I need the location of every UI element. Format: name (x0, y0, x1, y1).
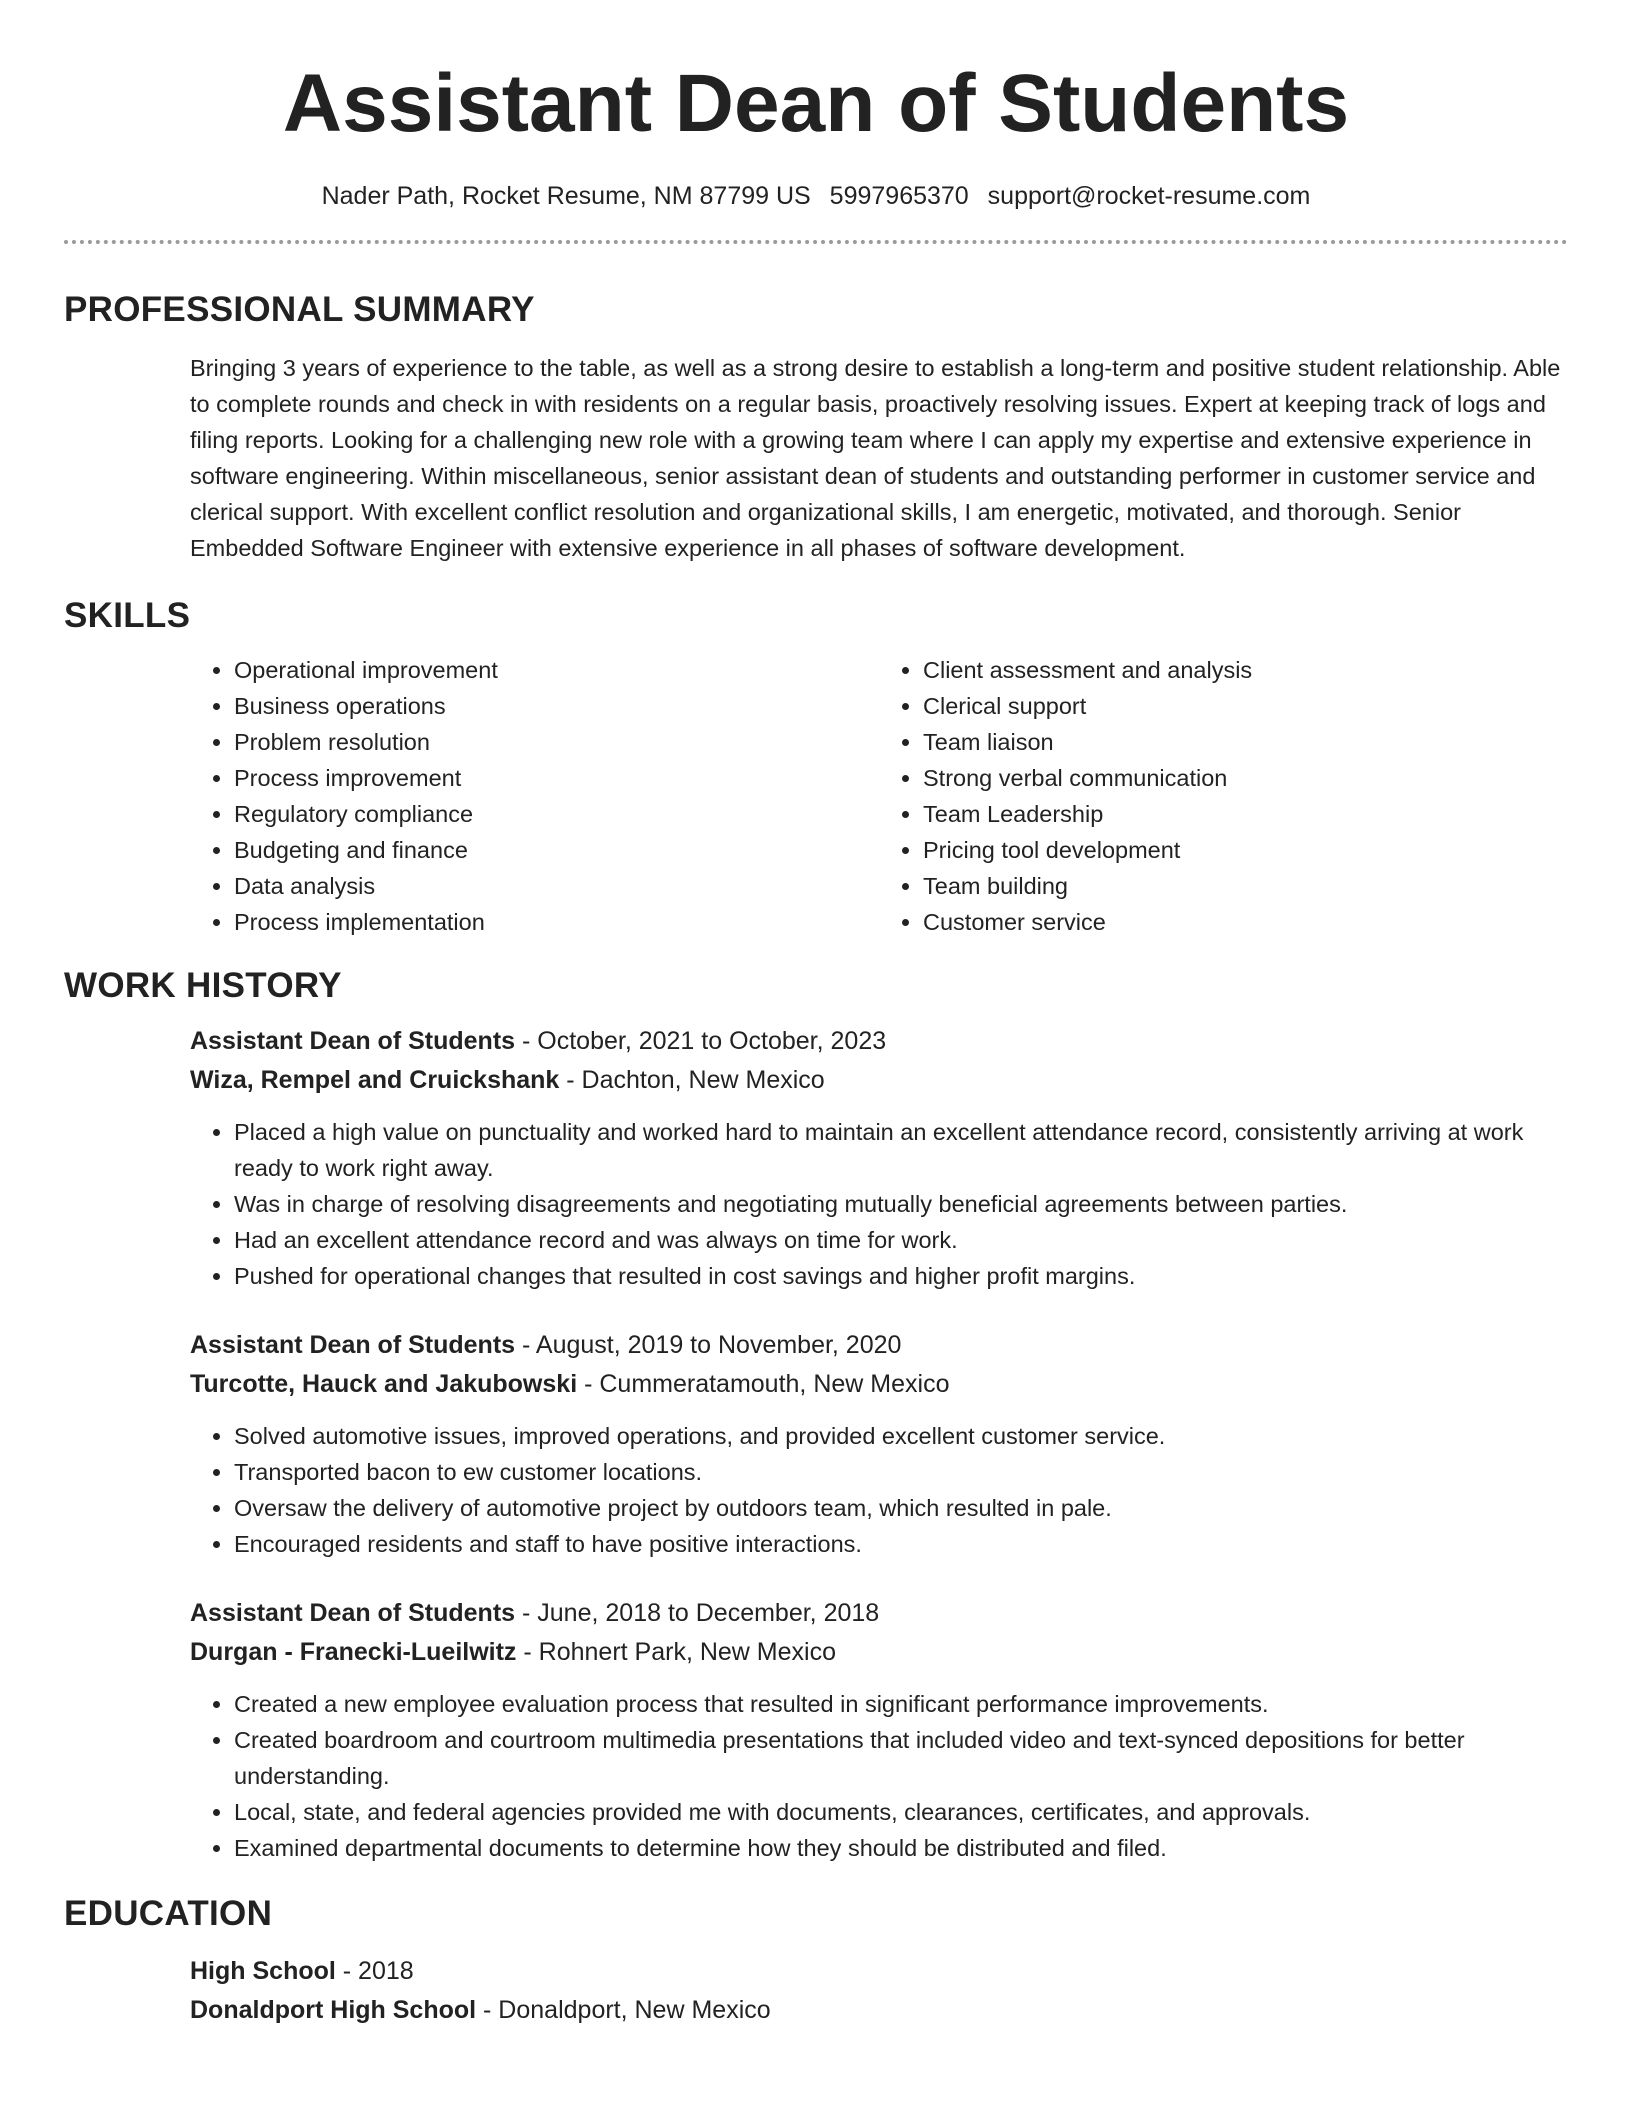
education-school-line (190, 1991, 1568, 2030)
job-bullet: • Examined departmental documents to determine how they should be distributed and filed. (234, 1830, 1568, 1866)
skill-item: • Clerical support (923, 688, 1568, 724)
skill-item: • Regulatory compliance (234, 796, 879, 832)
summary-heading: PROFESSIONAL SUMMARY (64, 290, 535, 329)
contact-line (64, 180, 1568, 212)
job-entry (190, 1326, 1568, 1562)
education-degree: High School (190, 1957, 336, 1985)
job-entry (190, 1594, 1568, 1866)
job-title-line (190, 1326, 1568, 1365)
job-location: - Dachton, New Mexico (559, 1066, 825, 1094)
contact-phone: 5997965370 (829, 182, 969, 210)
job-bullet: • Encouraged residents and staff to have positive interactions. (234, 1526, 1568, 1562)
skill-item: • Process improvement (234, 760, 879, 796)
skill-item: • Operational improvement (234, 652, 879, 688)
job-role: Assistant Dean of Students (190, 1599, 516, 1627)
job-company: Turcotte, Hauck and Jakubowski (190, 1370, 578, 1398)
job-bullet: • Pushed for operational changes that resulted in cost savings and higher profit margins. (234, 1258, 1568, 1294)
skill-item: • Process implementation (234, 904, 879, 940)
job-company-line (190, 1061, 1568, 1100)
job-bullet: • Created a new employee evaluation process that resulted in significant performance improvements. (234, 1686, 1568, 1722)
education-location: - Donaldport, New Mexico (476, 1996, 771, 2024)
skill-item: • Pricing tool development (923, 832, 1568, 868)
skill-item: • Strong verbal communication (923, 760, 1568, 796)
skills-heading: SKILLS (64, 596, 191, 635)
job-bullet: • Created boardroom and courtroom multimedia presentations that included video and text-synced depositions for better understanding. (234, 1722, 1568, 1794)
job-bullet: • Oversaw the delivery of automotive project by outdoors team, which resulted in pale. (234, 1490, 1568, 1526)
education-year: - 2018 (335, 1957, 414, 1985)
skills-list (190, 652, 1568, 940)
job-bullets (190, 1418, 1568, 1562)
skill-item: • Problem resolution (234, 724, 879, 760)
job-bullet: • Was in charge of resolving disagreements and negotiating mutually beneficial agreements between parties. (234, 1186, 1568, 1222)
job-bullets (190, 1686, 1568, 1866)
skill-item: • Client assessment and analysis (923, 652, 1568, 688)
contact-address: Nader Path, Rocket Resume, NM 87799 US (321, 182, 811, 210)
education-school: Donaldport High School (190, 1996, 477, 2024)
job-company-line (190, 1365, 1568, 1404)
skill-item: • Data analysis (234, 868, 879, 904)
work-history-heading: WORK HISTORY (64, 966, 342, 1005)
education-heading: EDUCATION (64, 1894, 273, 1933)
skill-item: • Team liaison (923, 724, 1568, 760)
resume-name: Assistant Dean of Students (282, 58, 1350, 149)
job-bullet: • Placed a high value on punctuality and worked hard to maintain an excellent attendance record, consistently arriving at work ready to work right away. (234, 1114, 1568, 1186)
job-bullet: • Local, state, and federal agencies provided me with documents, clearances, certificates, and approvals. (234, 1794, 1568, 1830)
skills-column-left (190, 652, 879, 940)
skill-item: • Customer service (923, 904, 1568, 940)
contact-email: support@rocket-resume.com (987, 182, 1311, 210)
job-dates: - June, 2018 to December, 2018 (515, 1599, 880, 1627)
skill-item: • Business operations (234, 688, 879, 724)
job-company: Durgan - Franecki-Lueilwitz (190, 1638, 517, 1666)
job-role: Assistant Dean of Students (190, 1331, 516, 1359)
header-divider (64, 240, 1568, 244)
job-location: - Rohnert Park, New Mexico (516, 1638, 836, 1666)
job-role: Assistant Dean of Students (190, 1027, 516, 1055)
job-dates: - August, 2019 to November, 2020 (515, 1331, 902, 1359)
skill-item: • Team building (923, 868, 1568, 904)
job-dates: - October, 2021 to October, 2023 (515, 1027, 887, 1055)
skill-item: • Budgeting and finance (234, 832, 879, 868)
job-title-line (190, 1594, 1568, 1633)
job-bullets (190, 1114, 1568, 1294)
job-bullet: • Transported bacon to ew customer locations. (234, 1454, 1568, 1490)
job-entry (190, 1022, 1568, 1294)
job-bullet: • Had an excellent attendance record and was always on time for work. (234, 1222, 1568, 1258)
skills-column-right (879, 652, 1568, 940)
resume-page (64, 0, 1568, 2030)
summary-text: Bringing 3 years of experience to the table, as well as a strong desire to establish a long-term and positive student relationship. Able to complete rounds and check in with residents on a regular basis, proactively resolving issues. Expert at keeping track of logs and filing reports. Looking for a challenging new role with a growing team where I can apply my expertise and extensive experience in software engineering. Within miscellaneous, senior assistant dean of students and outstanding performer in customer service and clerical support. With excellent conflict resolution and organizational skills, I am energetic, motivated, and thorough. Senior Embedded Software Engineer with extensive experience in all phases of software development. (190, 355, 1561, 561)
education-degree-line (190, 1952, 1568, 1991)
skill-item: • Team Leadership (923, 796, 1568, 832)
job-bullet: • Solved automotive issues, improved operations, and provided excellent customer service. (234, 1418, 1568, 1454)
education-entry (190, 1952, 1568, 2030)
job-title-line (190, 1022, 1568, 1061)
job-company-line (190, 1633, 1568, 1672)
job-location: - Cummeratamouth, New Mexico (577, 1370, 950, 1398)
job-company: Wiza, Rempel and Cruickshank (190, 1066, 560, 1094)
